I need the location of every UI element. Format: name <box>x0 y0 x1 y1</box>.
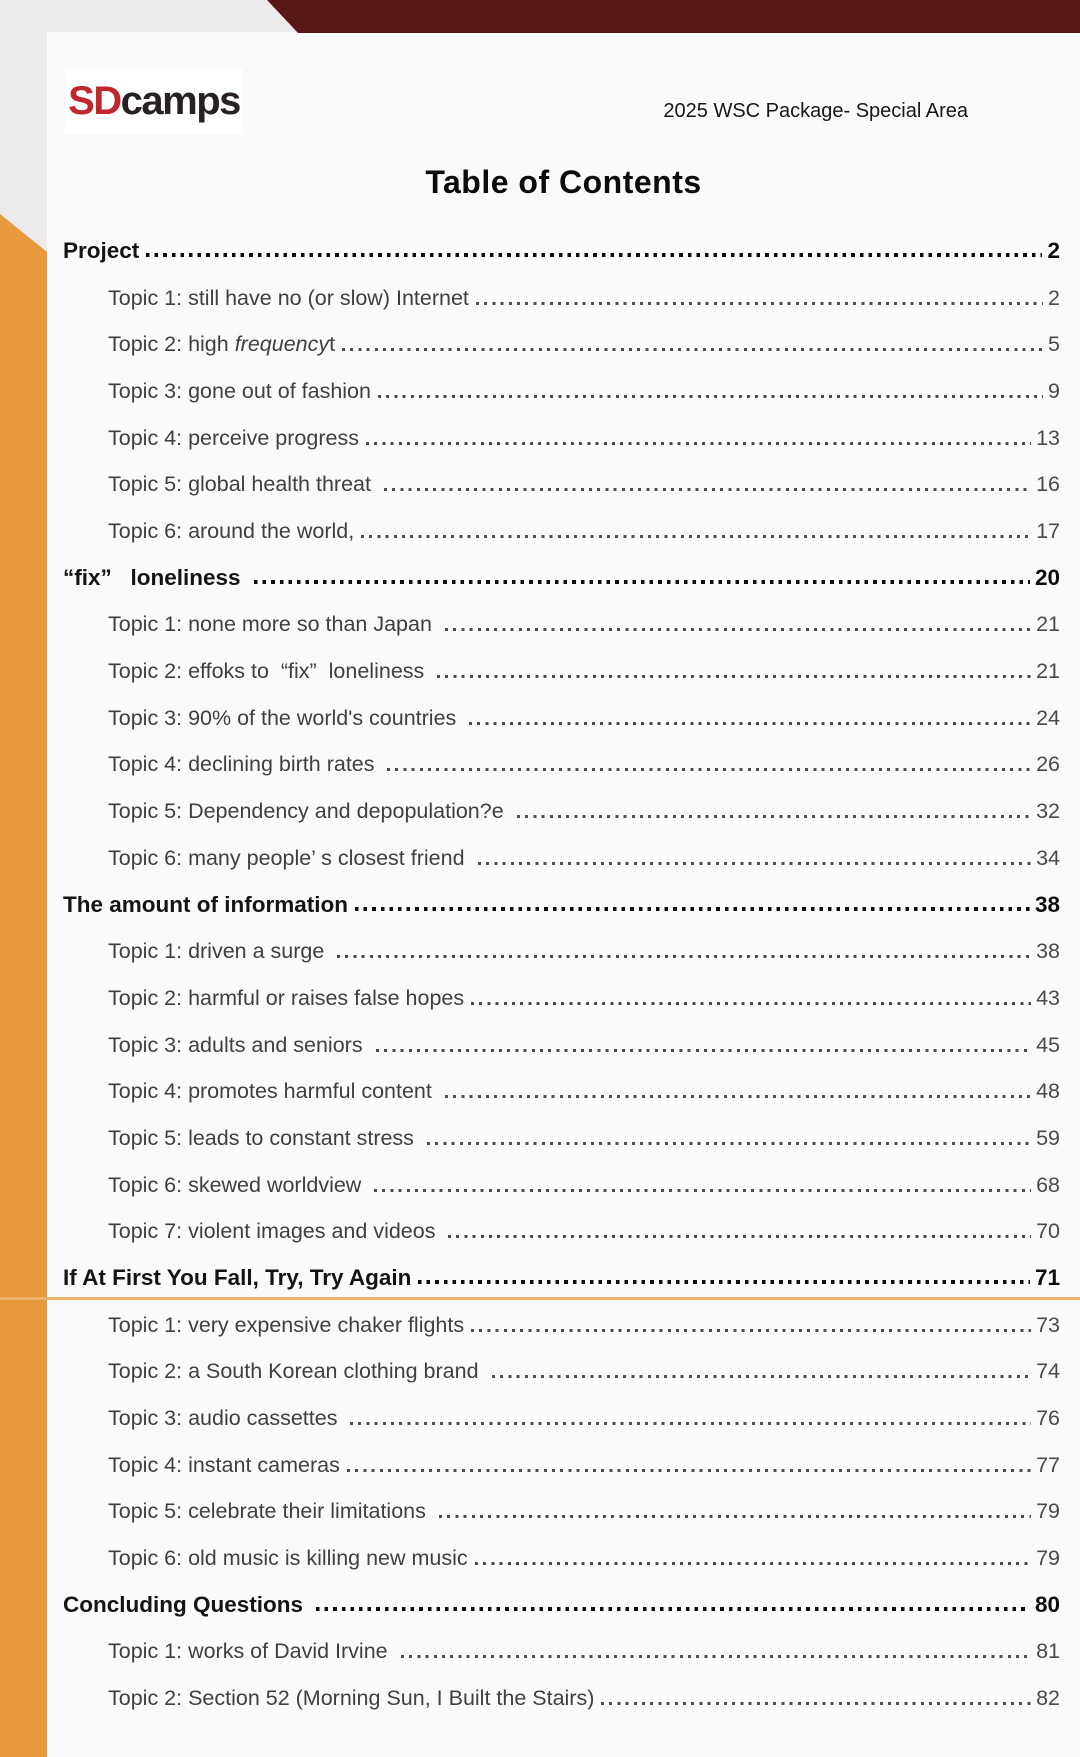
toc-topic-row <box>63 461 1060 508</box>
toc-entry-label: “fix” loneliness <box>63 565 247 591</box>
leader-dots <box>337 955 1031 958</box>
leader-dots <box>476 302 1043 305</box>
toc-entry-label: Topic 1: works of David Irvine <box>108 1639 394 1664</box>
toc-entry-label: Topic 3: adults and seniors <box>108 1032 369 1057</box>
toc-topic-row <box>63 835 1060 882</box>
toc-topic-row <box>63 1675 1060 1722</box>
toc-page-number: 73 <box>1036 1312 1060 1337</box>
toc-topic-row <box>63 1395 1060 1442</box>
toc-page-number: 45 <box>1036 1032 1060 1057</box>
leader-dots <box>387 768 1031 771</box>
leader-dots <box>350 1422 1031 1425</box>
toc-entry-label: Topic 1: none more so than Japan <box>108 612 438 637</box>
toc-entry-label: The amount of information <box>63 891 348 917</box>
toc-entry-label: Concluding Questions <box>63 1592 310 1618</box>
toc-topic-row <box>63 742 1060 789</box>
toc-topic-row <box>63 788 1060 835</box>
toc-page-number: 68 <box>1036 1172 1060 1197</box>
toc-entry-label: Topic 7: violent images and videos <box>108 1219 442 1244</box>
leader-dots <box>378 395 1043 398</box>
toc-topic-row <box>63 1489 1060 1536</box>
leader-dots <box>517 815 1031 818</box>
leader-dots <box>445 628 1031 631</box>
toc-entry-label-part: Topic 2: high <box>108 332 235 357</box>
leader-dots <box>439 1515 1031 1518</box>
toc-entry-label: Topic 5: global health threat <box>108 472 377 497</box>
toc-entry-label: Topic 2: a South Korean clothing brand <box>108 1359 485 1384</box>
toc-page-number: 77 <box>1036 1452 1060 1477</box>
toc-topic-row <box>63 1535 1060 1582</box>
toc-topic-row <box>63 1442 1060 1489</box>
toc-page-number: 81 <box>1036 1639 1060 1664</box>
toc-entry-label: Topic 1: still have no (or slow) Internet <box>108 285 469 310</box>
accent-divider-line <box>0 1297 1080 1300</box>
leader-dots <box>401 1655 1031 1658</box>
toc-topic-row <box>63 1302 1060 1349</box>
toc-topic-row <box>63 928 1060 975</box>
toc-entry-label: Topic 6: around the world, <box>108 518 355 543</box>
leader-dots <box>437 675 1031 678</box>
toc-page-number: 2 <box>1048 285 1060 310</box>
toc-topic-row <box>63 695 1060 742</box>
leader-dots <box>254 580 1030 584</box>
toc-heading-row <box>63 882 1060 929</box>
toc-topic-row <box>63 275 1060 322</box>
toc-entry-label: Topic 5: celebrate their limitations <box>108 1499 432 1524</box>
toc-page-number: 76 <box>1036 1406 1060 1431</box>
toc-entry-label: Topic 5: Dependency and depopulation?e <box>108 799 510 824</box>
toc-page-number: 24 <box>1036 705 1060 730</box>
toc-topic-row <box>63 321 1060 368</box>
toc-topic-row <box>63 415 1060 462</box>
toc-entry-label-part: frequency <box>234 332 330 357</box>
toc-topic-row <box>63 1022 1060 1069</box>
toc-topic-row <box>63 1349 1060 1396</box>
leader-dots <box>448 1235 1031 1238</box>
table-of-contents <box>63 228 1060 1722</box>
toc-heading-row <box>63 1582 1060 1629</box>
toc-page-number: 82 <box>1036 1686 1060 1711</box>
toc-page-number: 32 <box>1036 799 1060 824</box>
toc-page-number: 34 <box>1036 845 1060 870</box>
toc-entry-label: Topic 2: Section 52 (Morning Sun, I Built the Stairs) <box>108 1686 595 1711</box>
leader-dots <box>316 1607 1030 1611</box>
toc-heading-row <box>63 228 1060 275</box>
leader-dots <box>601 1702 1031 1705</box>
side-accent-bar <box>0 210 47 1757</box>
leader-dots <box>427 1142 1031 1145</box>
toc-topic-row <box>63 508 1060 555</box>
leader-dots <box>374 1189 1031 1192</box>
toc-topic-row <box>63 975 1060 1022</box>
toc-entry-label: Topic 3: 90% of the world's countries <box>108 705 463 730</box>
toc-entry-label: Topic 6: skewed worldview <box>108 1172 368 1197</box>
toc-page-number: 38 <box>1036 939 1060 964</box>
toc-page-number: 79 <box>1036 1499 1060 1524</box>
toc-entry-label: Topic 2: effoks to “fix” loneliness <box>108 659 431 684</box>
toc-entry-label-part: t <box>329 332 336 357</box>
leader-dots <box>445 1095 1031 1098</box>
toc-page-number: 70 <box>1036 1219 1060 1244</box>
toc-page-number: 71 <box>1034 1265 1060 1291</box>
toc-entry-label: Topic 2: harmful or raises false hopes <box>108 985 465 1010</box>
leader-dots <box>355 907 1030 911</box>
toc-topic-row <box>63 648 1060 695</box>
leader-dots <box>376 1049 1032 1052</box>
toc-page-number: 9 <box>1048 378 1060 403</box>
leader-dots <box>146 253 1042 257</box>
leader-dots <box>366 442 1031 445</box>
leader-dots <box>492 1375 1032 1378</box>
toc-entry-label: Topic 6: old music is killing new music <box>108 1546 468 1571</box>
leader-dots <box>361 535 1031 538</box>
toc-page-number: 13 <box>1036 425 1060 450</box>
toc-entry-label: Topic 3: audio cassettes <box>108 1406 344 1431</box>
leader-dots <box>347 1469 1031 1472</box>
toc-page-number: 21 <box>1036 612 1060 637</box>
toc-page-number: 80 <box>1034 1592 1060 1618</box>
toc-topic-row <box>63 368 1060 415</box>
toc-page-number: 48 <box>1036 1079 1060 1104</box>
document-subtitle: 2025 WSC Package- Special Area <box>663 100 968 122</box>
logo-camps-text: camps <box>120 79 240 123</box>
toc-page-number: 59 <box>1036 1125 1060 1150</box>
toc-entry-label: If At First You Fall, Try, Try Again <box>63 1265 412 1291</box>
leader-dots <box>478 862 1032 865</box>
toc-page-number: 38 <box>1034 891 1060 917</box>
toc-entry-label <box>63 332 335 357</box>
toc-page-number: 26 <box>1036 752 1060 777</box>
toc-entry-label: Topic 6: many people’ s closest friend <box>108 845 471 870</box>
toc-heading-row <box>63 1255 1060 1302</box>
toc-entry-label: Topic 1: very expensive chaker flights <box>108 1312 465 1337</box>
toc-page-number: 43 <box>1036 985 1060 1010</box>
toc-page-number: 17 <box>1036 518 1060 543</box>
toc-topic-row <box>63 1115 1060 1162</box>
toc-entry-label: Topic 4: perceive progress <box>108 425 359 450</box>
toc-heading-row <box>63 555 1060 602</box>
leader-dots <box>469 722 1031 725</box>
toc-page-number: 79 <box>1036 1546 1060 1571</box>
toc-page-number: 21 <box>1036 659 1060 684</box>
toc-topic-row <box>63 1208 1060 1255</box>
leader-dots <box>384 488 1031 491</box>
toc-topic-row <box>63 1068 1060 1115</box>
toc-topic-row <box>63 602 1060 649</box>
leader-dots <box>475 1562 1031 1565</box>
logo-sd-text: SD <box>68 79 121 123</box>
toc-page-number: 20 <box>1034 565 1060 591</box>
toc-entry-label: Topic 5: leads to constant stress <box>108 1125 420 1150</box>
toc-page-number: 74 <box>1036 1359 1060 1384</box>
leader-dots <box>471 1002 1031 1005</box>
toc-topic-row <box>63 1162 1060 1209</box>
toc-entry-label: Topic 4: declining birth rates <box>108 752 381 777</box>
logo <box>65 68 243 134</box>
toc-page-number: 16 <box>1036 472 1060 497</box>
toc-entry-label: Topic 3: gone out of fashion <box>108 378 371 403</box>
top-banner-shape <box>267 0 1080 33</box>
leader-dots <box>471 1329 1031 1332</box>
toc-entry-label: Topic 4: promotes harmful content <box>108 1079 438 1104</box>
toc-page-number: 2 <box>1047 238 1060 264</box>
toc-topic-row <box>63 1629 1060 1676</box>
toc-entry-label: Project <box>63 238 140 264</box>
leader-dots <box>418 1280 1030 1284</box>
toc-entry-label: Topic 1: driven a surge <box>108 939 331 964</box>
page-title: Table of Contents <box>425 164 702 200</box>
leader-dots <box>342 348 1043 351</box>
toc-entry-label: Topic 4: instant cameras <box>108 1452 340 1477</box>
toc-page-number: 5 <box>1048 332 1060 357</box>
